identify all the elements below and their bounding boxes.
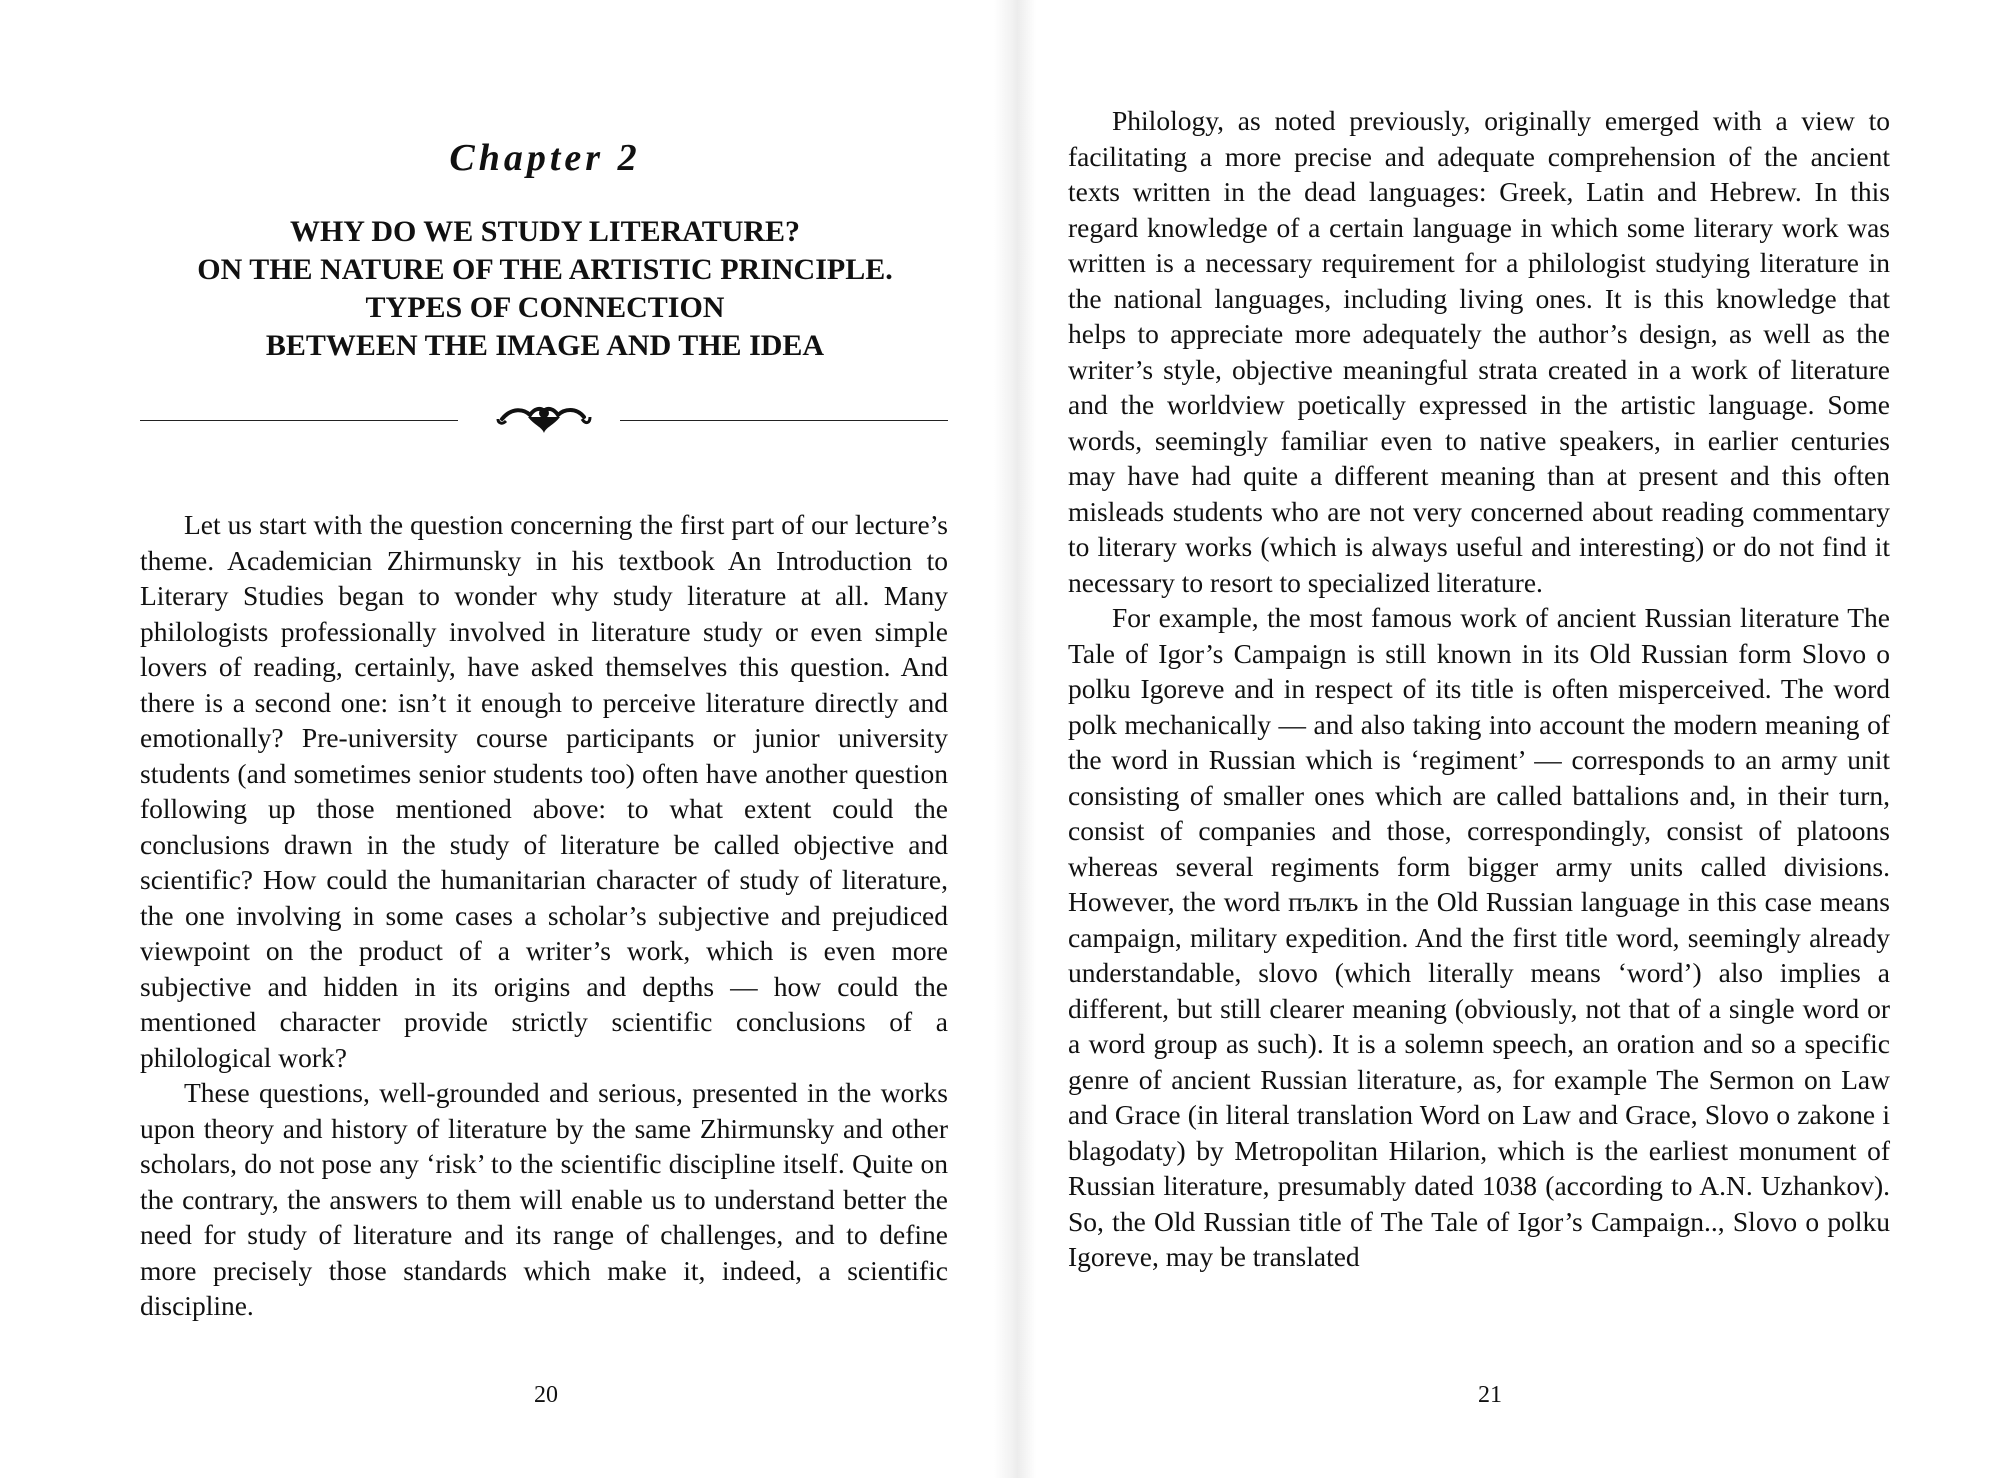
body-paragraph: Let us start with the question concerning the first part of our lecture’s theme. Academician Zhirmunsky in his textbook An Introduction to Literary Studies began to wonder why study literature at all. Many philologists professionally involved in literature study or even simple lovers of reading, certainly, have asked themselves this question. And there is a second one: isn’t it enough to perceive literature directly and emotionally? Pre-university course participants or junior university students (and sometimes senior students too) often have another question following up those mentioned above: to what extent could the conclusions drawn in the study of literature be called objective and scientific? How could the humanitarian character of study of literature, the one involving in some cases a scholar’s subjective and prejudiced viewpoint on the product of a writer’s work, which is even more subjective and hidden in its origins and depths — how could the mentioned character provide strictly scientific conclusions of a philological work? (140, 509, 948, 1073)
chapter-title-line: WHY DO WE STUDY LITERATURE? (289, 215, 801, 248)
ornamental-divider (140, 395, 948, 435)
divider-rule-right (620, 420, 948, 421)
body-paragraph: Philology, as noted previously, originally emerged with a view to facilitating a more precise and adequate comprehension of the ancient texts written in the dead languages: Greek, Latin and Hebrew. In this regard knowledge of a certain language in which some literary work was written is a necessary requirement for a philologist studying literature in the national languages, including living ones. It is this knowledge that helps to appreciate more adequately the author’s design, as well as the writer’s style, objective meaningful strata created in a work of literature and the worldview poetically expressed in the artistic language. Some words, seemingly familiar even to native speakers, in earlier centuries may have had quite a different meaning than at present and this often misleads students who are not very concerned about reading commentary to literary works (which is always useful and interesting) or do not find it necessary to resort to specialized literature. (1068, 105, 1890, 598)
chapter-title-line: ON THE NATURE OF THE ARTISTIC PRINCIPLE. (197, 253, 893, 286)
divider-rule-left (140, 420, 458, 421)
right-body-text (1068, 103, 1890, 1275)
page-number-right: 21 (1478, 1382, 1502, 1408)
body-paragraph: For example, the most famous work of ancient Russian literature The Tale of Igor’s Campaign is still known in its Old Russian form Slovo o polku Igoreve and in respect of its title is often misperceived. The word polk mechanically — and also taking into account the modern meaning of the word in Russian which is ‘regiment’ — corresponds to an army unit consisting of smaller ones which are called battalions and, in their turn, consist of companies and those, correspondingly, consist of platoons whereas several regiments form bigger army units called divisions. However, the word пълкъ in the Old Russian language in this case means campaign, military expedition. And the first title word, seemingly already understandable, slovo (which literally means ‘word’) also implies a different, but still clearer meaning (obviously, not that of a single word or a word group as such). It is a solemn speech, an oration and so a specific genre of ancient Russian literature, as, for example The Sermon on Law and Grace (in literal translation Word on Law and Grace, Slovo o zakone i blagodaty) by Metropolitan Hilarion, which is the earliest monument of Russian literature, presumably dated 1038 (according to A.N. Uzhankov). So, the Old Russian title of The Tale of Igor’s Campaign.., Slovo o polku Igoreve, may be translated (1068, 602, 1890, 1272)
page-number-left: 20 (534, 1382, 558, 1408)
chapter-title-line: BETWEEN THE IMAGE AND THE IDEA (265, 329, 825, 362)
body-paragraph: These questions, well-grounded and serious, presented in the works upon theory and history of literature by the same Zhirmunsky and other scholars, do not pose any ‘risk’ to the scientific discipline itself. Quite on the contrary, the answers to them will enable us to understand better the need for study of literature and its range of challenges, and to define more precisely those standards which make it, indeed, a scientific discipline. (140, 1077, 948, 1321)
chapter-title-line: TYPES OF CONNECTION (365, 291, 725, 324)
fleuron-ornament-icon (484, 395, 604, 435)
chapter-title (140, 213, 950, 365)
left-body-text (140, 507, 948, 1324)
chapter-heading: Chapter 2 (449, 137, 641, 179)
